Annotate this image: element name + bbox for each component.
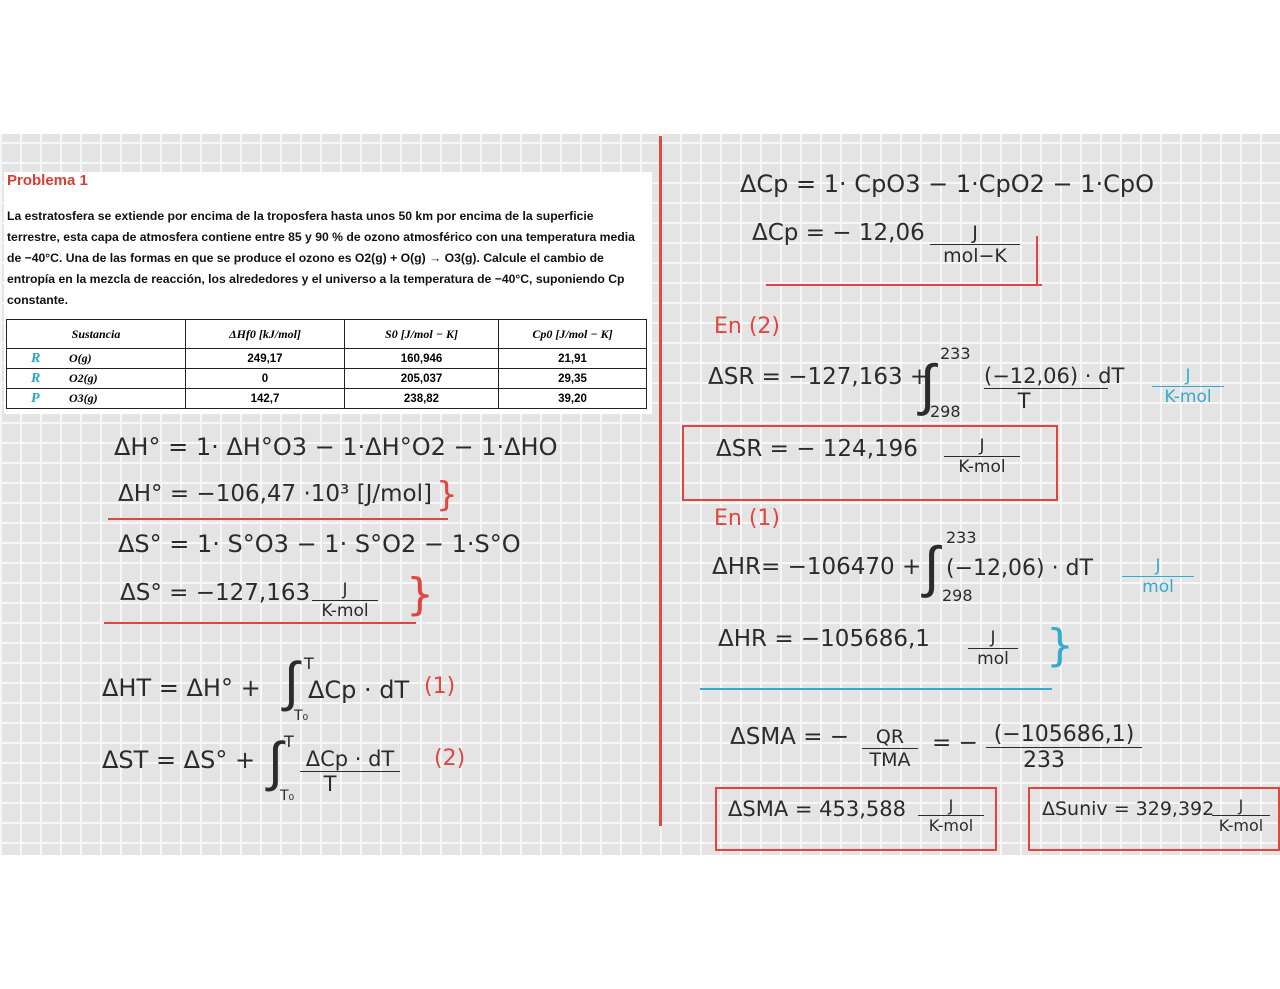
unit-numerator: J bbox=[918, 796, 984, 816]
table-cell-heat-capacity: 21,91 bbox=[499, 349, 647, 369]
delta-cp-unit bbox=[930, 222, 1020, 267]
table-cell-enthalpy: 142,7 bbox=[186, 389, 345, 409]
unit-denominator: K-mol bbox=[1218, 816, 1264, 835]
reactant-tag: R bbox=[31, 370, 41, 386]
reaction-entropy-equation: ΔSR = −127,163 + bbox=[708, 364, 930, 390]
reaction-entropy-unit bbox=[944, 436, 1020, 477]
red-underline bbox=[766, 284, 1042, 286]
reaction-enthalpy-result: ΔHR = −105686,1 bbox=[718, 626, 930, 652]
equals-minus: = − bbox=[932, 730, 978, 756]
fraction-denominator: T bbox=[1017, 389, 1031, 413]
integral-sign: ∫ bbox=[920, 353, 936, 418]
table-header-entropy: S0 [J/mol − K] bbox=[345, 320, 499, 349]
en-2-label: En (2) bbox=[714, 314, 780, 339]
integral-lower-limit: T₀ bbox=[280, 788, 295, 804]
page-divider-line bbox=[659, 136, 662, 826]
delta-cp-definition: ΔCp = 1· CpO3 − 1·CpO2 − 1·CpO bbox=[740, 170, 1155, 198]
unit-numerator: J bbox=[312, 580, 378, 601]
blue-unit-bracket bbox=[1122, 556, 1194, 597]
equation-label-1: (1) bbox=[424, 674, 456, 699]
reaction-entropy-result: ΔSR = − 124,196 bbox=[716, 436, 918, 462]
problem-statement: La estratosfera se extiende por encima de la troposfera hasta unos 50 km por encima de la superficie terrestre, esta capa de atmosfera contiene entre 85 y 90 % de ozono atmosférico con una temperatura media de −40°C. Una de las formas en que se produce el ozono es O2(g) + O(g) → O3(g). Calcule el cambio de entropía en la mezcla de reacción, los alrededores y el universo a la temperatura de −40°C, suponiendo Cp constante. bbox=[7, 209, 635, 307]
fraction-numerator: ΔCp · dT bbox=[300, 747, 400, 772]
entropy-unit-bracket bbox=[312, 580, 378, 621]
table-cell-substance bbox=[7, 349, 186, 369]
entropy-integrand-fraction bbox=[300, 747, 400, 796]
integral-sign: ∫ bbox=[924, 535, 940, 600]
unit-numerator: J bbox=[1152, 366, 1224, 387]
table-cell-entropy: 238,82 bbox=[345, 389, 499, 409]
red-mark bbox=[1036, 236, 1038, 286]
substance-name: O3(g) bbox=[69, 390, 98, 405]
integral-lower-limit: 298 bbox=[930, 402, 961, 421]
reaction-enthalpy-unit bbox=[968, 628, 1018, 669]
problem-card bbox=[4, 172, 652, 414]
table-row bbox=[7, 389, 647, 409]
surroundings-entropy-result: ΔSMA = 453,588 bbox=[728, 797, 906, 821]
blue-underline bbox=[700, 688, 1052, 690]
blue-brace: } bbox=[1046, 620, 1074, 671]
entropy-result: ΔS° = −127,163 bbox=[120, 580, 311, 606]
unit-denominator: mol bbox=[1142, 577, 1174, 597]
unit-numerator: J bbox=[944, 436, 1020, 457]
integrand: (−12,06) · dT bbox=[946, 556, 1093, 581]
table-cell-heat-capacity: 29,35 bbox=[499, 369, 647, 389]
fraction-denominator: T bbox=[323, 772, 337, 796]
table-cell-substance bbox=[7, 389, 186, 409]
unit-denominator: K-mol bbox=[321, 601, 369, 621]
unit-denominator: mol bbox=[977, 649, 1009, 669]
table-cell-substance bbox=[7, 369, 186, 389]
table-header-heat-capacity: Cp0 [J/mol − K] bbox=[499, 320, 647, 349]
table-header-substance: Sustancia bbox=[7, 320, 186, 349]
unit-denominator: K-mol bbox=[1164, 387, 1212, 407]
red-underline bbox=[108, 518, 448, 520]
substance-name: O2(g) bbox=[69, 370, 98, 385]
integral-lower-limit: T₀ bbox=[294, 708, 309, 724]
table-header-row bbox=[7, 320, 647, 349]
red-brace: } bbox=[406, 569, 434, 620]
fraction-numerator: QR bbox=[862, 726, 918, 749]
unit-denominator: mol−K bbox=[943, 245, 1007, 267]
table-header-enthalpy: ΔHf0 [kJ/mol] bbox=[186, 320, 345, 349]
table-cell-enthalpy: 249,17 bbox=[186, 349, 345, 369]
integrand: ΔCp · dT bbox=[308, 676, 410, 704]
integral-upper-limit: 233 bbox=[940, 344, 971, 363]
blue-unit-bracket bbox=[1152, 366, 1224, 407]
universe-entropy-unit bbox=[1212, 796, 1270, 835]
integral-lower-limit: 298 bbox=[942, 586, 973, 605]
unit-denominator: K-mol bbox=[958, 457, 1006, 477]
entropy-definition: ΔS° = 1· S°O3 − 1· S°O2 − 1·S°O bbox=[118, 530, 521, 558]
enthalpy-definition: ΔH° = 1· ΔH°O3 − 1·ΔH°O2 − 1·ΔHO bbox=[114, 433, 558, 461]
red-underline bbox=[104, 622, 416, 624]
integral-sign: ∫ bbox=[284, 650, 299, 713]
unit-numerator: J bbox=[968, 628, 1018, 649]
table-cell-heat-capacity: 39,20 bbox=[499, 389, 647, 409]
surroundings-entropy-unit bbox=[918, 796, 984, 835]
table-cell-enthalpy: 0 bbox=[186, 369, 345, 389]
surroundings-entropy-equation: ΔSMA = − bbox=[730, 724, 850, 750]
table-cell-entropy: 160,946 bbox=[345, 349, 499, 369]
entropy-temperature-equation: ΔST = ΔS° + bbox=[102, 746, 256, 774]
table-row bbox=[7, 349, 647, 369]
product-tag: P bbox=[31, 390, 40, 406]
integral-upper-limit: T bbox=[284, 732, 294, 751]
unit-numerator: J bbox=[1122, 556, 1194, 577]
enthalpy-result: ΔH° = −106,47 ·10³ [J/mol] bbox=[118, 481, 432, 507]
fraction-denominator: 233 bbox=[1023, 748, 1065, 773]
table-cell-entropy: 205,037 bbox=[345, 369, 499, 389]
unit-numerator: J bbox=[930, 222, 1020, 245]
fraction-numerator: (−105686,1) bbox=[986, 722, 1142, 748]
reaction-enthalpy-equation: ΔHR= −106470 + bbox=[712, 554, 922, 580]
enthalpy-temperature-equation: ΔHT = ΔH° + bbox=[102, 674, 261, 702]
unit-denominator: K-mol bbox=[928, 816, 974, 835]
table-row bbox=[7, 369, 647, 389]
reactant-tag: R bbox=[31, 350, 41, 366]
unit-numerator: J bbox=[1212, 796, 1270, 816]
delta-cp-result: ΔCp = − 12,06 bbox=[752, 220, 925, 246]
integral-sign: ∫ bbox=[268, 730, 283, 793]
red-brace: } bbox=[436, 475, 458, 515]
integral-upper-limit: 233 bbox=[946, 528, 977, 547]
surroundings-heat-fraction bbox=[862, 726, 918, 771]
substance-name: O(g) bbox=[69, 350, 92, 365]
integral-upper-limit: T bbox=[304, 654, 314, 673]
equation-label-2: (2) bbox=[434, 746, 466, 771]
universe-entropy-result: ΔSuniv = 329,392 bbox=[1042, 798, 1215, 820]
problem-title: Problema 1 bbox=[7, 172, 88, 189]
en-1-label: En (1) bbox=[714, 506, 780, 531]
surroundings-value-fraction bbox=[986, 722, 1142, 773]
fraction-numerator: (−12,06) · dT bbox=[984, 364, 1125, 388]
substance-table bbox=[6, 319, 647, 409]
fraction-denominator: TMA bbox=[869, 749, 911, 771]
reaction-entropy-integrand bbox=[984, 364, 1125, 413]
